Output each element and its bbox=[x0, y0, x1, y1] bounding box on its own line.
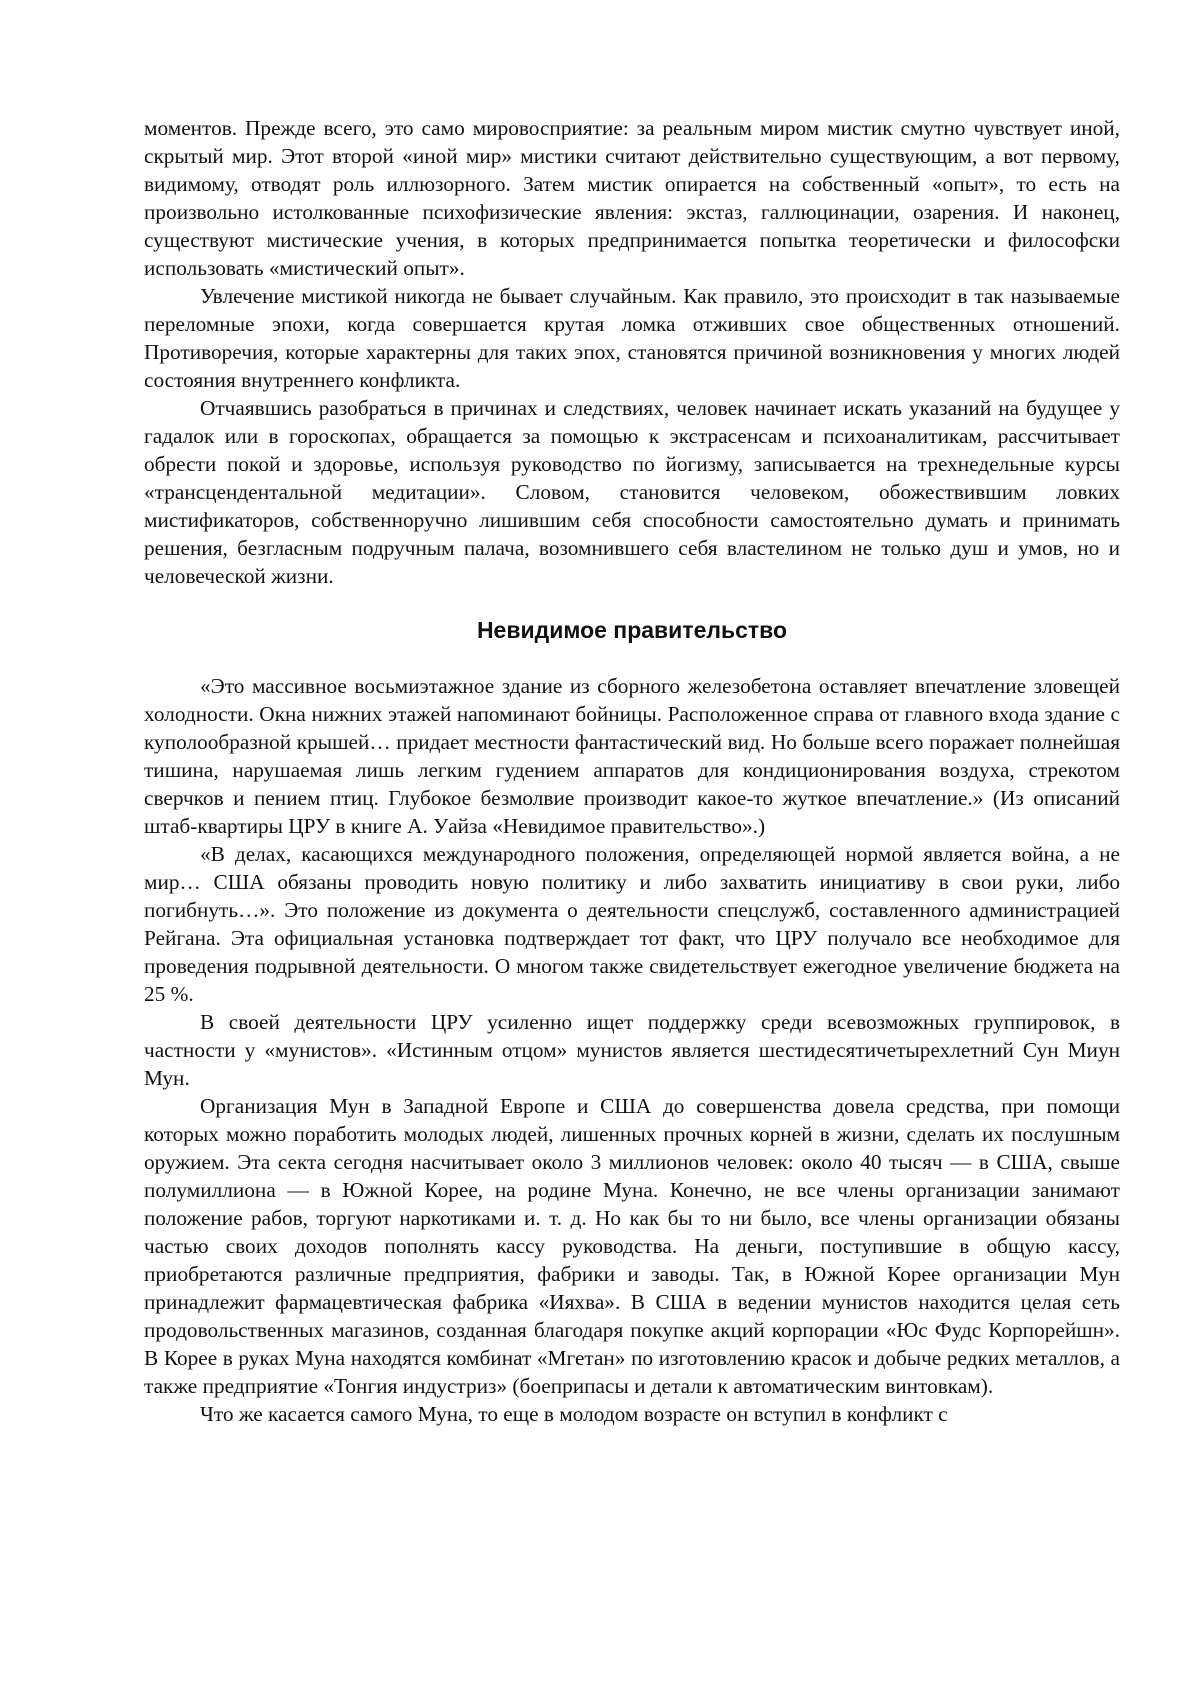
section-heading: Невидимое правительство bbox=[476, 617, 788, 643]
body-paragraph-continued: Что же касается самого Муна, то еще в молодом возрасте он вступил в конфликт с bbox=[200, 1402, 948, 1426]
body-paragraph: В своей деятельности ЦРУ усиленно ищет поддержку среди всевозможных группировок, в частности у «мунистов». «Истинным отцом» мунистов является шестидесятичетырехлетний Сун Миун Мун. bbox=[144, 1010, 1120, 1090]
body-paragraph: Увлечение мистикой никогда не бывает случайным. Как правило, это происходит в так называемые переломные эпохи, когда совершается крутая ломка отживших свое общественных отношений. Противоречия, которые характерны для таких эпох, становятся причиной возникновения у многих людей состояния внутреннего конфликта. bbox=[144, 284, 1120, 392]
body-paragraph: моментов. Прежде всего, это само мировосприятие: за реальным миром мистик смутно чувствует иной, скрытый мир. Этот второй «иной мир» мистики считают действительно существующим, а вот первому, видимому, отводят роль иллюзорного. Затем мистик опирается на собственный «опыт», то есть на произвольно истолкованные психофизические явления: экстаз, галлюцинации, озарения. И наконец, существуют мистические учения, в которых предпринимается попытка теоретически и философски использовать «мистический опыт». bbox=[144, 116, 1120, 280]
body-paragraph: «В делах, касающихся международного положения, определяющей нормой является война, а не мир… США обязаны проводить новую политику и либо захватить инициативу в свои руки, либо погибнуть…». Это положение из документа о деятельности спецслужб, составленного администрацией Рейгана. Эта официальная установка подтверждает тот факт, что ЦРУ получало все необходимое для проведения подрывной деятельности. О многом также свидетельствует ежегодное увеличение бюджета на 25 %. bbox=[144, 842, 1120, 1006]
document-page bbox=[144, 114, 1120, 1428]
body-paragraph: Организация Мун в Западной Европе и США до совершенства довела средства, при помощи которых можно поработить молодых людей, лишенных прочных корней в жизни, сделать их послушным оружием. Эта секта сегодня насчитывает около 3 миллионов человек: около 40 тысяч — в США, свыше полумиллиона — в Южной Корее, на родине Муна. Конечно, не все члены организации занимают положение рабов, торгуют наркотиками и. т. д. Но как бы то ни было, все члены организации обязаны частью своих доходов пополнять кассу руководства. На деньги, поступившие в общую кассу, приобретаются различные предприятия, фабрики и заводы. Так, в Южной Корее организации Мун принадлежит фармацевтическая фабрика «Ияхва». В США в ведении мунистов находится целая сеть продовольственных магазинов, созданная благодаря покупке акций корпорации «Юс Фудс Корпорейшн». В Корее в руках Муна находятся комбинат «Мгетан» по изготовлению красок и добыче редких металлов, а также предприятие «Тонгия индустриз» (боеприпасы и детали к автоматическим винтовкам). bbox=[144, 1094, 1120, 1398]
body-paragraph: Отчаявшись разобраться в причинах и следствиях, человек начинает искать указаний на будущее у гадалок или в гороскопах, обращается за помощью к экстрасенсам и психоаналитикам, рассчитывает обрести покой и здоровье, используя руководство по йогизму, записывается на трехнедельные курсы «трансцендентальной медитации». Словом, становится человеком, обожествившим ловких мистификаторов, собственноручно лишившим себя способности самостоятельно думать и принимать решения, безгласным подручным палача, возомнившего себя властелином не только душ и умов, но и человеческой жизни. bbox=[144, 396, 1120, 588]
body-paragraph: «Это массивное восьмиэтажное здание из сборного железобетона оставляет впечатление зловещей холодности. Окна нижних этажей напоминают бойницы. Расположенное справа от главного входа здание с куполообразной крышей… придает местности фантастический вид. Но больше всего поражает полнейшая тишина, нарушаемая лишь легким гудением аппаратов для кондиционирования воздуха, стрекотом сверчков и пением птиц. Глубокое безмолвие производит какое-то жуткое впечатление.» (Из описаний штаб-квартиры ЦРУ в книге А. Уайза «Невидимое правительство».) bbox=[144, 674, 1120, 838]
